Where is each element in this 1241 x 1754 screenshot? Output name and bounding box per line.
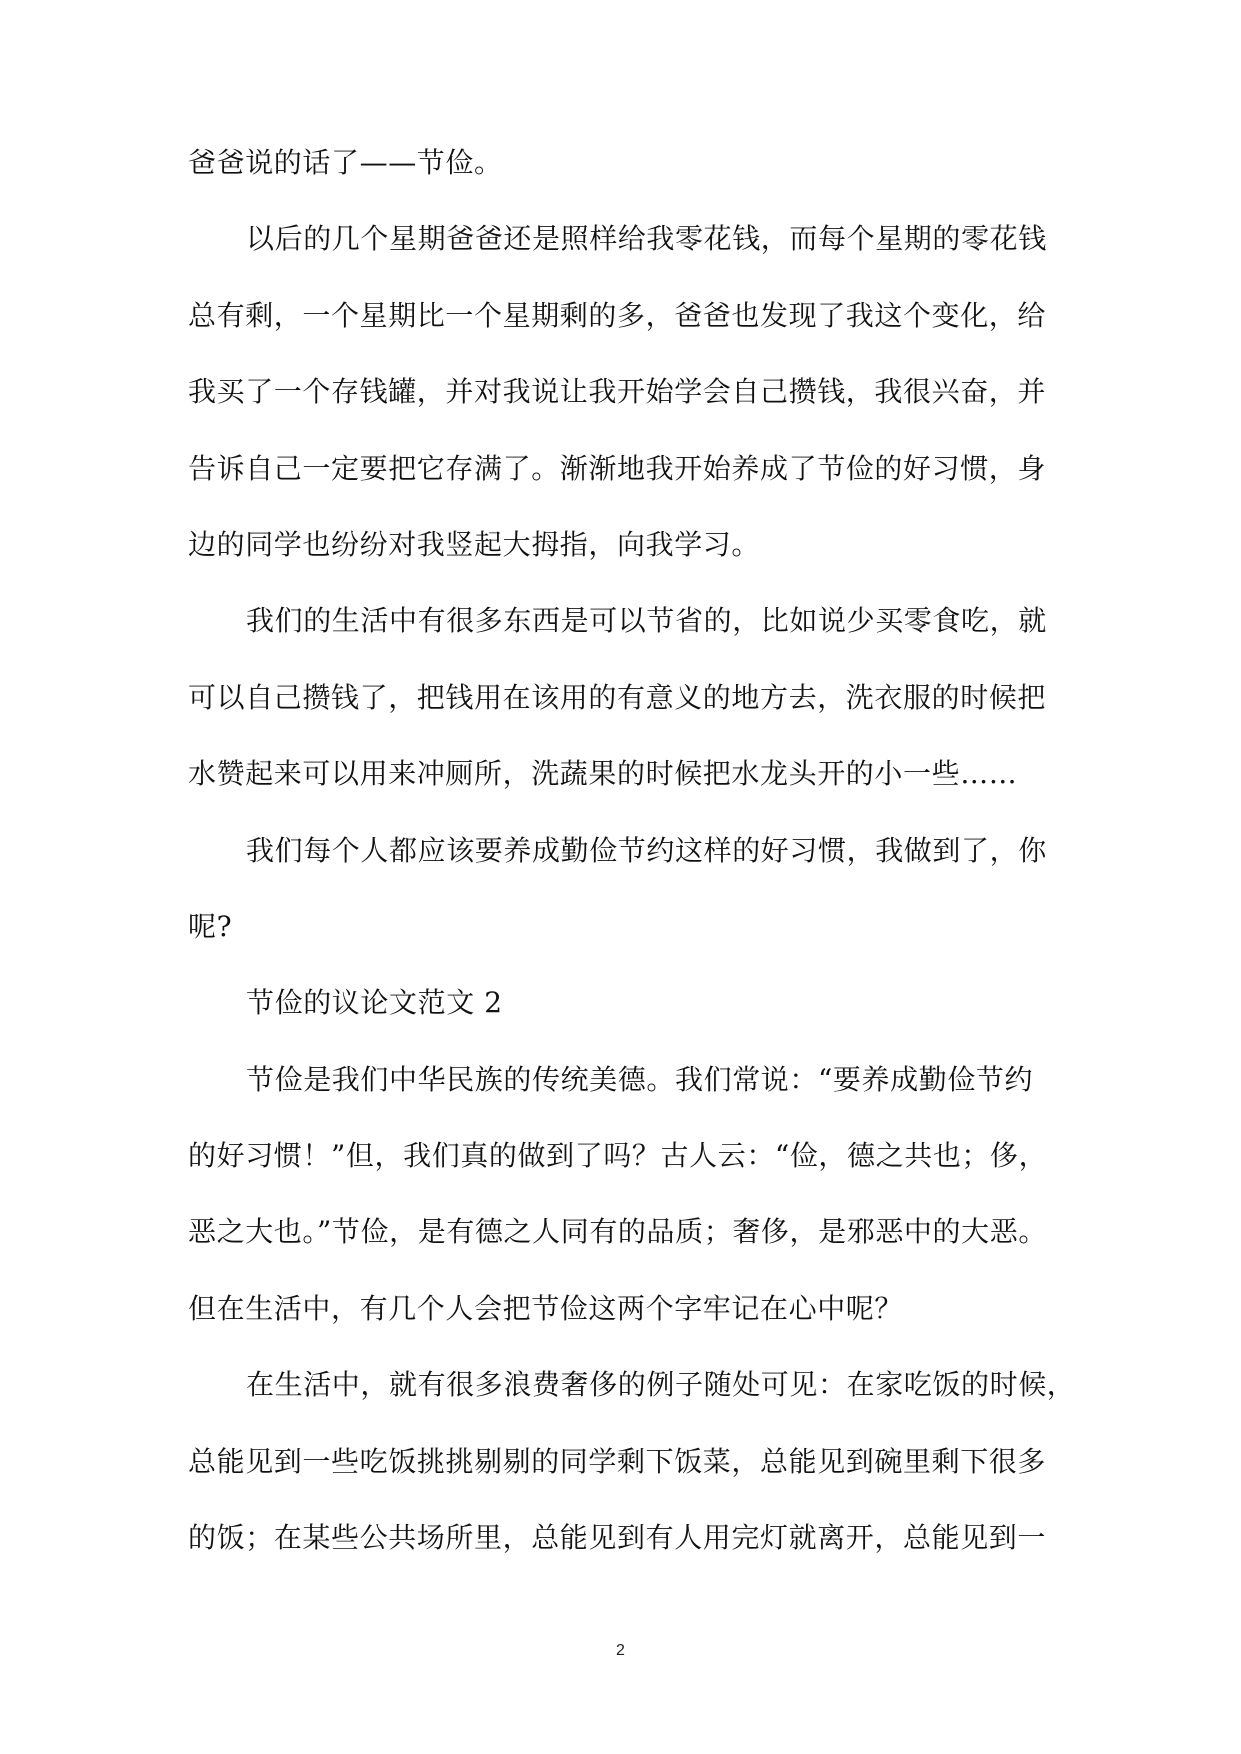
text-line: 我们每个人都应该要养成勤俭节约这样的好习惯，我做到了，你 [246, 833, 1047, 867]
text-line: 可以自己攒钱了，把钱用在该用的有意义的地方去，洗衣服的时候把 [188, 680, 1047, 714]
text-line: 呢? [188, 909, 233, 943]
text-line: 在生活中，就有很多浪费奢侈的例子随处可见：在家吃饭的时候， [246, 1368, 1076, 1402]
text-line: 的饭；在某些公共场所里，总能见到有人用完灯就离开，总能见到一 [188, 1521, 1047, 1555]
text-line: 恶之大也。”节俭，是有德之人同有的品质；奢侈，是邪恶中的大恶。 [188, 1215, 1047, 1249]
text-line: 边的同学也纷纷对我竖起大拇指，向我学习。 [188, 527, 761, 561]
text-line: 节俭是我们中华民族的传统美德。我们常说：“要养成勤俭节约 [246, 1062, 1034, 1096]
text-line: 总有剩，一个星期比一个星期剩的多，爸爸也发现了我这个变化，给 [188, 298, 1047, 332]
text-line: 我买了一个存钱罐，并对我说让我开始学会自己攒钱，我很兴奋，并 [188, 375, 1047, 409]
text-line: 但在生活中，有几个人会把节俭这两个字牢记在心中呢？ [188, 1291, 904, 1325]
text-line: 我们的生活中有很多东西是可以节省的，比如说少买零食吃，就 [246, 604, 1047, 638]
text-line: 总能见到一些吃饭挑挑剔剔的同学剩下饭菜，总能见到碗里剩下很多 [188, 1444, 1047, 1478]
text-line: 爸爸说的话了——节俭。 [188, 146, 503, 179]
text-line: 节俭的议论文范文 2 [246, 986, 503, 1020]
text-line: 水赞起来可以用来冲厕所，洗蔬果的时候把水龙头开的小一些…… [188, 757, 1018, 791]
page-number: 2 [616, 1642, 625, 1659]
text-line: 告诉自己一定要把它存满了。渐渐地我开始养成了节俭的好习惯，身 [188, 451, 1047, 485]
text-line: 以后的几个星期爸爸还是照样给我零花钱，而每个星期的零花钱 [246, 222, 1047, 256]
body-text [188, 143, 1076, 1594]
text-line: 的好习惯！”但，我们真的做到了吗？古人云：“俭，德之共也；侈， [188, 1139, 1048, 1173]
